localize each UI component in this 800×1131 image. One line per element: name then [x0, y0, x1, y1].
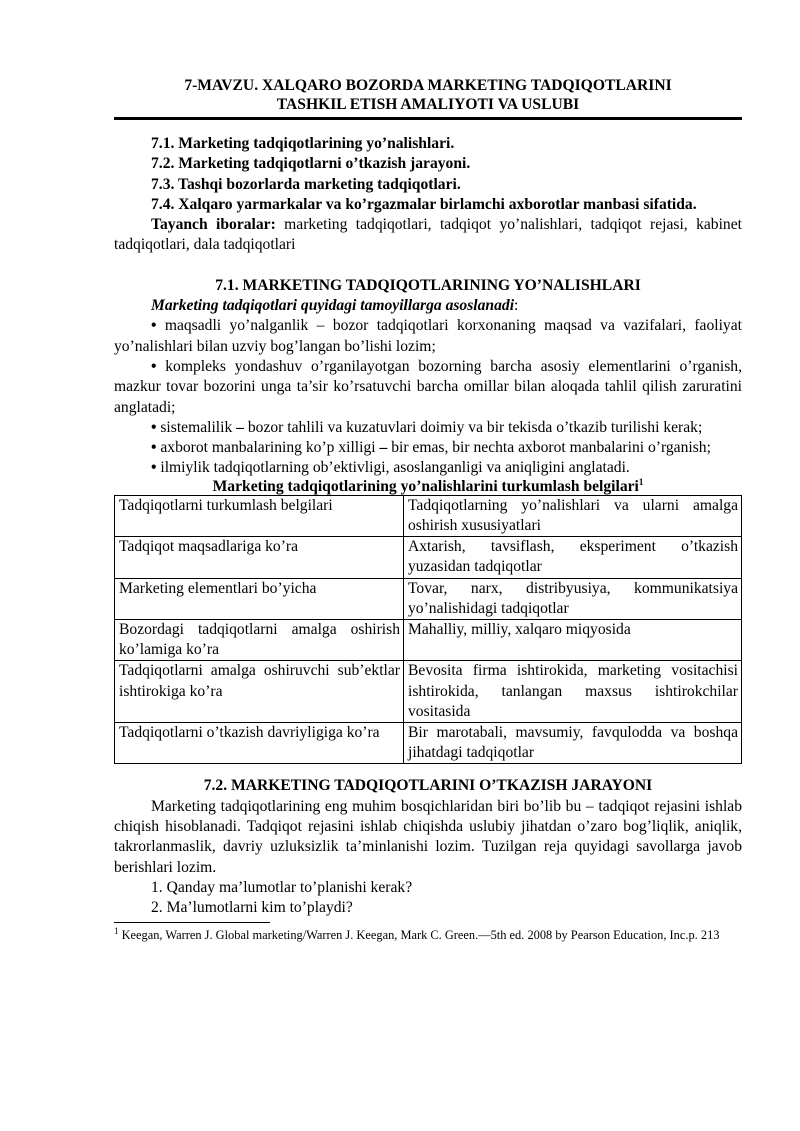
section-2-heading: 7.2. MARKETING TADQIQOTLARINI O’TKAZISH JARAYONI — [203, 777, 653, 795]
table-cell: Marketing elementlari bo’yicha — [115, 578, 404, 619]
plan-item: 7.4. Xalqaro yarmarkalar va ko’rgazmalar birlamchi axborotlar manbasi sifatida. — [151, 195, 697, 213]
footnote-text: Keegan, Warren J. Global marketing/Warren J. Keegan, Mark C. Green.—5th ed. 2008 by Pearson Education, Inc.p. 213 — [118, 928, 720, 943]
table-cell: Axtarish, tavsiflash, eksperiment o’tkazish yuzasidan tadqiqotlar — [404, 537, 742, 578]
table-row — [115, 578, 742, 619]
plan-item: 7.3. Tashqi bozorlarda marketing tadqiqotlari. — [151, 175, 461, 193]
keywords-label: Tayanch iboralar: — [151, 216, 276, 234]
table-caption: Marketing tadqiqotlarining yo’nalishlarini turkumlash belgilari$^1$ — [212, 476, 644, 495]
bullet-item: • ilmiylik tadqiqotlarning ob’ektivligi, asoslanganligi va aniqligini anglatadi. — [151, 459, 630, 477]
table-cell: Tadqiqotlarni o’tkazish davriyligiga ko’ra — [115, 722, 404, 763]
table-row — [115, 537, 742, 578]
page-title — [114, 76, 742, 114]
list-item: 1. Qanday ma’lumotlar to’planishi kerak? — [151, 878, 413, 896]
classification-table — [114, 495, 742, 765]
table-cell: Mahalliy, milliy, xalqaro miqyosida — [404, 619, 742, 660]
title-line-1: 7-MAVZU. XALQARO BOZORDA MARKETING TADQIQOTLARINI — [184, 77, 672, 94]
table-cell: Bir marotabali, mavsumiy, favqulodda va boshqa jihatdagi tadqiqotlar — [404, 722, 742, 763]
footnote — [114, 927, 742, 944]
bullet-icon: • — [151, 357, 157, 375]
principles-intro: Marketing tadqiqotlari quyidagi tamoyillarga asoslanadi: — [151, 297, 519, 315]
bullet-icon: • — [151, 317, 157, 335]
bullet-item: • maqsadli yo’nalganlik – bozor tadqiqotlari korxonaning maqsad va vazifalari, faoliyat yo’nalishlari bilan uzviy bog’langan bo’lishi lozim; — [114, 317, 742, 355]
section-2-paragraph: Marketing tadqiqotlarining eng muhim bosqichlaridan biri bo’lib bu – tadqiqot rejasini ishlab chiqish hisoblanadi. Tadqiqot rejasini ishlab chiqishda uslubiy jihatdan o’zaro bog’liqlik, aniqlik, takrorlanmaslik, davriy uzluksizlik ta’minlanishi lozim. Tuzilgan reja quyidagi savollarga javob berishlari lozim. — [114, 797, 742, 876]
topic-plan — [114, 134, 742, 215]
table-cell: Tovar, narx, distribyusiya, kommunikatsiya yo’nalishidagi tadqiqotlar — [404, 578, 742, 619]
table-cell: Bozordagi tadqiqotlarni amalga oshirish ko’lamiga ko’ra — [115, 619, 404, 660]
list-item: 2. Ma’lumotlarni kim to’playdi? — [151, 899, 353, 917]
bullet-icon: • — [151, 418, 157, 436]
plan-item: 7.1. Marketing tadqiqotlarining yo’nalishlari. — [151, 135, 455, 152]
table-cell: Tadqiqotlarni turkumlash belgilari — [115, 495, 404, 536]
table-row — [115, 722, 742, 763]
table-row — [115, 619, 742, 660]
document-page — [114, 76, 742, 944]
bullet-icon: • — [151, 439, 157, 457]
table-row — [115, 495, 742, 536]
title-rule — [114, 117, 742, 120]
table-row — [115, 661, 742, 723]
section-1-heading: 7.1. MARKETING TADQIQOTLARINING YO’NALISHLARI — [215, 276, 641, 294]
plan-item: 7.2. Marketing tadqiqotlarni o’tkazish jarayoni. — [151, 155, 471, 173]
footnote-rule — [114, 922, 270, 923]
table-cell: Bevosita firma ishtirokida, marketing vositachisi ishtirokida, tanlangan maxsus ishtirokchilar vositasida — [404, 661, 742, 723]
bullet-item: • axborot manbalarining ko’p xilligi – bir emas, bir nechta axborot manbalarini o’rganish; — [151, 439, 711, 457]
bullet-icon: • — [151, 459, 157, 477]
keywords-text: marketing tadqiqotlari, tadqiqot yo’nalishlari, tadqiqot rejasi, kabinet tadqiqotlari, dala tadqiqotlari — [114, 216, 742, 254]
table-cell: Tadqiqot maqsadlariga ko’ra — [115, 537, 404, 578]
footnote-marker[interactable]: 1 — [638, 476, 644, 487]
table-cell: Tadqiqotlarning yo’nalishlari va ularni amalga oshirish xususiyatlari — [404, 495, 742, 536]
bullet-item: • sistemalilik – bozor tahlili va kuzatuvlari doimiy va bir tekisda o’tkazib turilishi kerak; — [151, 418, 703, 436]
footnote-number: 1 — [114, 926, 119, 937]
title-line-2: TASHKIL ETISH AMALIYOTI VA USLUBI — [276, 96, 580, 113]
bullet-item: • kompleks yondashuv o’rganilayotgan bozorning barcha asosiy elementlarini o’rganish, mazkur tovar bozorini unga ta’sir ko’rsatuvchi barcha omillar bilan aloqada tahlil qilish zaruratini anglatadi; — [114, 357, 742, 416]
table-cell: Tadqiqotlarni amalga oshiruvchi sub’ektlar ishtirokiga ko’ra — [115, 661, 404, 723]
keywords-paragraph — [114, 215, 742, 256]
questions-list — [114, 878, 742, 919]
